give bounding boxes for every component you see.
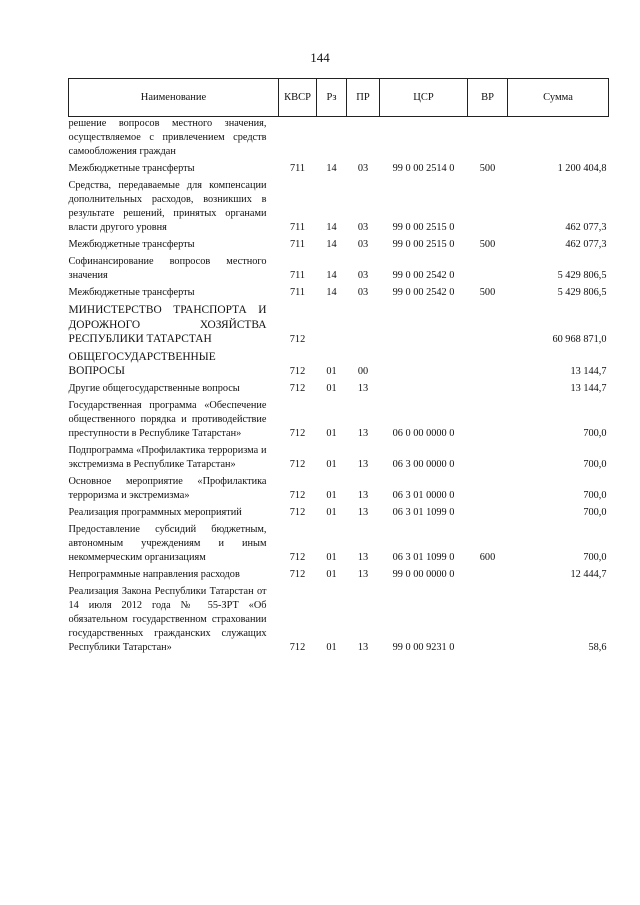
cell-pr: 03 (357, 222, 369, 233)
cell-sum: 12 444,7 (570, 568, 607, 580)
cell-vr (468, 300, 508, 347)
cell-csr: 06 3 01 1099 0 (392, 551, 455, 563)
cell-vr: 500 (479, 163, 496, 174)
cell-sum: 60 968 871,0 (552, 333, 607, 345)
cell-vr (468, 472, 508, 503)
cell-vr: 500 (479, 239, 496, 250)
cell-name: ОБЩЕГОСУДАРСТВЕННЫЕ ВОПРОСЫ (68, 350, 216, 377)
cell-name: Другие общегосударственные вопросы (68, 382, 240, 394)
cell-kvsr: 711 (289, 239, 306, 250)
cell-rz: 01 (326, 551, 337, 563)
cell-vr: 600 (479, 551, 496, 563)
table-row (69, 582, 609, 655)
cell-vr (468, 582, 508, 655)
cell-name: Реализация программных мероприятий (68, 506, 242, 518)
cell-sum: 462 077,3 (565, 239, 607, 250)
cell-name: Межбюджетные трансферты (68, 287, 195, 298)
cell-csr (380, 379, 468, 396)
cell-vr: 500 (479, 287, 496, 298)
cell-csr: 99 0 00 9231 0 (392, 641, 455, 653)
cell-pr: 13 (357, 458, 369, 470)
cell-csr: 06 3 01 1099 0 (392, 506, 455, 518)
table-header (69, 79, 609, 117)
cell-name: Основное мероприятие «Профилактика терроризма и экстремизма» (68, 475, 267, 501)
cell-pr: 03 (357, 239, 369, 250)
cell-sum: 700,0 (583, 551, 607, 563)
cell-csr: 99 0 00 2514 0 (392, 163, 455, 174)
cell-pr: 13 (357, 568, 369, 580)
cell-kvsr: 711 (289, 287, 306, 298)
cell-kvsr: 712 (289, 551, 306, 563)
cell-csr: 99 0 00 2542 0 (392, 270, 455, 281)
cell-sum: 700,0 (583, 458, 607, 470)
cell-kvsr: 712 (289, 458, 306, 470)
page-number: 144 (310, 50, 330, 65)
cell-rz: 01 (326, 427, 337, 439)
cell-rz: 14 (326, 287, 337, 298)
cell-rz: 01 (326, 568, 337, 580)
cell-name: Непрограммные направления расходов (68, 568, 240, 580)
cell-name: Предоставление субсидий бюджетным, автономным учреждениям и иным некоммерческим организациям (68, 523, 267, 563)
cell-sum: 700,0 (583, 427, 607, 439)
cell-kvsr: 712 (289, 641, 306, 653)
cell-rz: 01 (326, 641, 337, 653)
cell-kvsr: 712 (289, 506, 306, 518)
cell-sum: 700,0 (583, 489, 607, 501)
header-csr: ЦСР (380, 79, 468, 117)
cell-csr: 99 0 00 0000 0 (392, 568, 455, 580)
cell-sum (508, 117, 609, 160)
cell-rz: 14 (326, 163, 337, 174)
cell-csr: 06 3 01 0000 0 (392, 489, 455, 501)
cell-rz: 01 (326, 382, 337, 394)
table-row (69, 117, 609, 160)
cell-csr (380, 347, 468, 379)
cell-name: решение вопросов местного значения, осуществляемое с привлечением средств самообложения граждан (68, 118, 267, 157)
cell-vr (468, 252, 508, 283)
cell-vr (468, 565, 508, 582)
cell-sum: 58,6 (588, 641, 607, 653)
cell-kvsr: 712 (289, 489, 306, 501)
cell-pr (347, 117, 380, 160)
cell-name: Государственная программа «Обеспечение общественного порядка и противодействие преступности в Республике Татарстан» (68, 399, 267, 439)
cell-pr: 13 (357, 427, 369, 439)
budget-table (68, 78, 609, 655)
cell-csr (380, 117, 468, 160)
cell-csr: 99 0 00 2515 0 (392, 239, 455, 250)
cell-sum: 5 429 806,5 (557, 287, 607, 298)
table-row (69, 252, 609, 283)
table-row (69, 159, 609, 176)
cell-pr: 03 (357, 270, 369, 281)
cell-rz: 01 (326, 506, 337, 518)
cell-kvsr (279, 117, 317, 160)
cell-rz (317, 300, 347, 347)
cell-rz: 01 (326, 489, 337, 501)
cell-csr (380, 300, 468, 347)
cell-sum: 462 077,3 (565, 222, 607, 233)
cell-kvsr: 711 (289, 222, 306, 233)
cell-rz: 01 (326, 458, 337, 470)
cell-vr (468, 503, 508, 520)
cell-pr: 13 (357, 551, 369, 563)
cell-pr: 13 (357, 489, 369, 501)
cell-kvsr: 712 (289, 568, 306, 580)
cell-vr (468, 396, 508, 441)
cell-sum: 1 200 404,8 (557, 163, 607, 174)
table-row (69, 503, 609, 520)
cell-rz: 01 (326, 365, 337, 377)
table-row (69, 283, 609, 300)
cell-csr: 06 3 00 0000 0 (392, 458, 455, 470)
cell-name: Подпрограмма «Профилактика терроризма и экстремизма в Республике Татарстан» (68, 444, 267, 470)
table-row (69, 300, 609, 347)
table-row (69, 396, 609, 441)
cell-vr (468, 379, 508, 396)
cell-name: Средства, передаваемые для компенсации дополнительных расходов, возникших в результате решений, принятых органами власти другого уровня (68, 180, 267, 233)
header-pr: ПР (347, 79, 380, 117)
cell-kvsr: 712 (289, 382, 306, 394)
cell-name: Межбюджетные трансферты (68, 239, 195, 250)
cell-vr (468, 441, 508, 472)
cell-kvsr: 711 (289, 163, 306, 174)
cell-vr (468, 176, 508, 235)
cell-sum: 13 144,7 (570, 382, 607, 394)
cell-sum: 700,0 (583, 506, 607, 518)
cell-kvsr: 712 (289, 427, 306, 439)
cell-csr: 06 0 00 0000 0 (392, 427, 455, 439)
cell-pr: 03 (357, 287, 369, 298)
cell-name: Софинансирование вопросов местного значения (68, 256, 267, 281)
table-row (69, 176, 609, 235)
header-vr: ВР (468, 79, 508, 117)
table-body (69, 117, 609, 655)
cell-name: МИНИСТЕРСТВО ТРАНСПОРТА И ДОРОЖНОГО ХОЗЯЙСТВА РЕСПУБЛИКИ ТАТАРСТАН (68, 304, 267, 345)
table-row (69, 565, 609, 582)
cell-vr (468, 347, 508, 379)
table-row (69, 441, 609, 472)
cell-vr (468, 117, 508, 160)
cell-kvsr: 711 (289, 270, 306, 281)
header-rz: Рз (317, 79, 347, 117)
cell-rz (317, 117, 347, 160)
cell-kvsr: 712 (289, 333, 306, 345)
cell-name: Межбюджетные трансферты (68, 163, 195, 174)
cell-sum: 5 429 806,5 (557, 270, 607, 281)
table-row (69, 520, 609, 565)
cell-pr (347, 300, 380, 347)
cell-pr: 00 (357, 365, 369, 377)
cell-pr: 13 (357, 506, 369, 518)
cell-pr: 03 (357, 163, 369, 174)
cell-rz: 14 (326, 222, 337, 233)
table-row (69, 379, 609, 396)
table-row (69, 235, 609, 252)
header-kvsr: КВСР (279, 79, 317, 117)
cell-pr: 13 (357, 641, 369, 653)
table-row (69, 347, 609, 379)
cell-csr: 99 0 00 2542 0 (392, 287, 455, 298)
cell-kvsr: 712 (289, 365, 306, 377)
cell-sum: 13 144,7 (570, 365, 607, 377)
cell-pr: 13 (357, 382, 369, 394)
cell-csr: 99 0 00 2515 0 (392, 222, 455, 233)
cell-rz: 14 (326, 239, 337, 250)
table-row (69, 472, 609, 503)
cell-rz: 14 (326, 270, 337, 281)
header-sum: Сумма (508, 79, 609, 117)
header-name: Наименование (69, 79, 279, 117)
cell-name: Реализация Закона Республики Татарстан от 14 июля 2012 года № 55-ЗРТ «Об обязательном государственном страховании государственных гражданских служащих Республики Татарстан» (68, 585, 267, 653)
